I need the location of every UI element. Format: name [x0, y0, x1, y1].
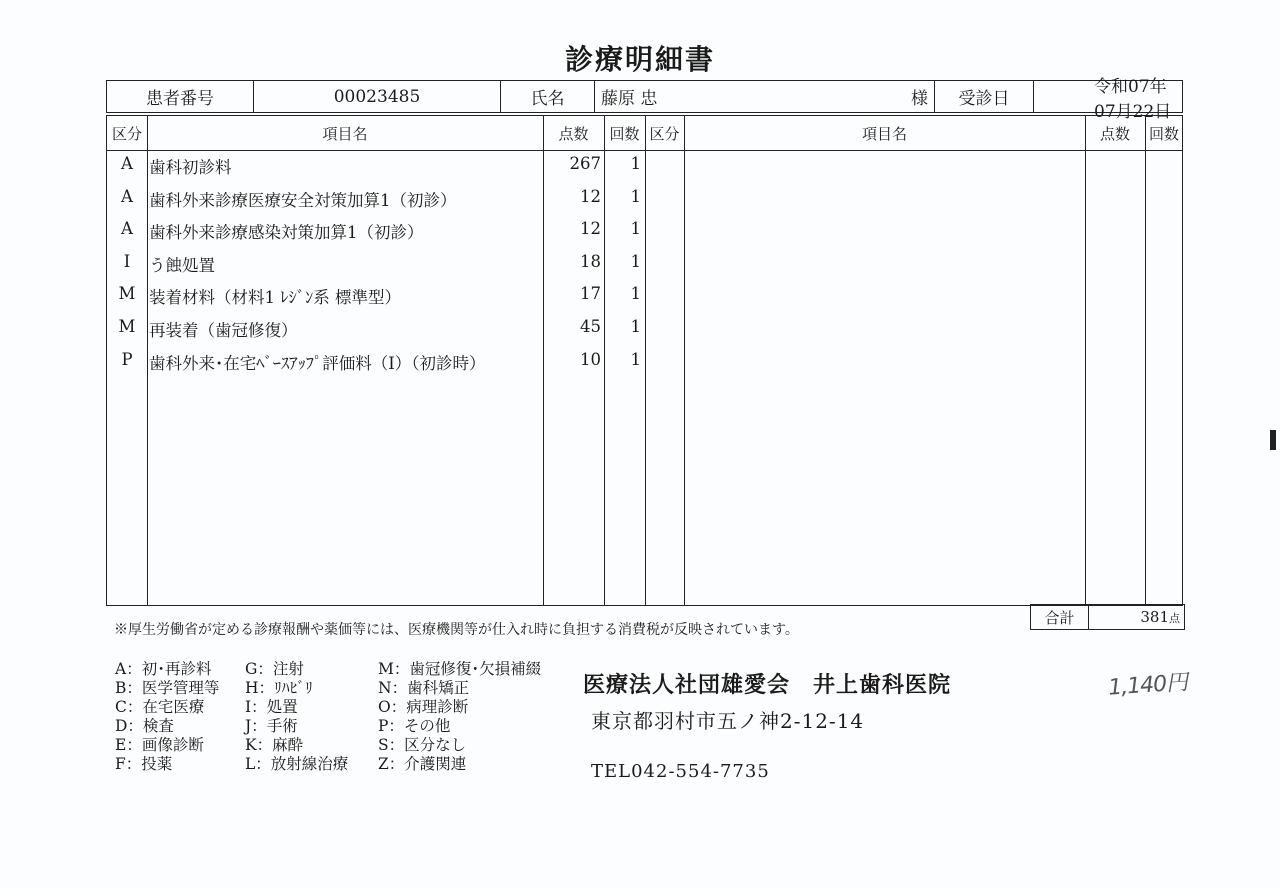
patient-no-label: 患者番号 [107, 81, 254, 112]
legend-entry: M：歯冠修復･欠損補綴 [378, 660, 542, 678]
total-label: 合計 [1031, 605, 1089, 629]
item-points: 12 [580, 186, 601, 206]
item-category: A [121, 186, 133, 206]
legend-entry: F：投薬 [115, 755, 173, 773]
legend-entry: I：処置 [245, 698, 298, 716]
col-category-right: 区分 [649, 124, 680, 143]
patient-name: 藤原 忠 [601, 89, 658, 109]
total-unit: 点 [1169, 612, 1180, 625]
scan-edge-mark [1270, 430, 1276, 450]
legend-col-3 [378, 660, 541, 774]
item-name: 再装着（歯冠修復） [149, 321, 298, 340]
legend-entry: E：画像診断 [115, 736, 204, 754]
item-category: P [121, 349, 133, 369]
item-category: A [121, 219, 133, 239]
item-points: 18 [580, 251, 601, 271]
item-points: 267 [569, 154, 601, 173]
item-points: 12 [580, 219, 601, 239]
clinic-tel: TEL042-554-7735 [591, 761, 770, 782]
patient-header [106, 76, 1183, 122]
legend-entry: O：病理診断 [378, 698, 469, 716]
item-category: I [123, 251, 131, 271]
name-label: 氏名 [501, 81, 595, 112]
total-points: 381 [1140, 608, 1169, 626]
legend-entry: Z：介護関連 [378, 755, 467, 773]
item-name: 装着材料（材料1 ﾚｼﾞﾝ系 標準型） [149, 288, 401, 308]
col-points-right: 点数 [1099, 124, 1130, 143]
legend-entry: H：ﾘﾊﾋﾞﾘ [245, 679, 313, 697]
table-row [107, 152, 647, 180]
legend-col-1 [115, 660, 219, 774]
legend-entry: G：注射 [245, 660, 304, 678]
legend-entry: C：在宅医療 [115, 698, 205, 716]
item-name: う蝕処置 [149, 255, 215, 275]
table-row [107, 282, 647, 310]
item-category: M [118, 317, 136, 336]
clinic-name: 医療法人社団雄愛会 井上歯科医院 [583, 672, 952, 698]
col-count-right: 回数 [1148, 124, 1179, 143]
legend-entry: J：手術 [245, 717, 298, 735]
item-points: 10 [580, 349, 601, 369]
visit-date: 令和07年07月22日 [1094, 76, 1172, 122]
item-name: 歯科外来診療医療安全対策加算1（初診） [149, 190, 457, 210]
table-row [107, 315, 647, 343]
table-row [107, 250, 647, 278]
col-count-left: 回数 [609, 124, 640, 143]
handwritten-amount: 1,140円 [1107, 670, 1188, 701]
table-row [107, 348, 647, 376]
item-count: 1 [630, 317, 641, 336]
legend-entry: P：その他 [378, 717, 451, 735]
col-item-right: 項目名 [861, 124, 907, 143]
total-box [1030, 604, 1185, 630]
document-title: 診療明細書 [564, 43, 715, 76]
table-row [107, 185, 647, 213]
legend-entry: A：初･再診料 [115, 660, 212, 678]
legend-entry: S：区分なし [378, 736, 467, 754]
col-category-left: 区分 [111, 124, 142, 143]
item-count: 1 [630, 154, 641, 173]
item-count: 1 [630, 186, 641, 206]
item-count: 1 [630, 219, 641, 239]
legend-col-2 [245, 660, 348, 774]
total-value [1140, 608, 1180, 626]
legend-entry: B：医学管理等 [115, 679, 220, 697]
legend-entry: K：麻酔 [245, 736, 304, 754]
item-category: M [118, 284, 136, 304]
patient-no: 00023485 [254, 81, 501, 112]
item-points: 17 [580, 284, 601, 304]
item-count: 1 [630, 251, 641, 271]
legend-entry: D：検査 [115, 717, 174, 735]
item-name: 歯科外来･在宅ﾍﾞｰｽｱｯﾌﾟ評価料（Ⅰ）（初診時） [149, 353, 486, 373]
item-count: 1 [630, 284, 641, 304]
table-row [107, 217, 647, 245]
items-table [106, 115, 1183, 606]
item-count: 1 [630, 349, 641, 369]
col-points-left: 点数 [558, 124, 589, 143]
item-name: 歯科初診料 [149, 158, 232, 177]
honorific: 様 [895, 81, 935, 112]
visit-date-label: 受診日 [935, 81, 1034, 112]
item-category: A [121, 154, 133, 173]
legend-entry: L：放射線治療 [245, 755, 349, 773]
clinic-address: 東京都羽村市五ノ神2-12-14 [591, 709, 865, 733]
item-points: 45 [580, 317, 601, 336]
tax-note: ※厚生労働省が定める診療報酬や薬価等には、医療機関等が仕入れ時に負担する消費税が反映されています。 [114, 622, 799, 638]
legend-entry: N：歯科矯正 [378, 679, 470, 697]
col-item-left: 項目名 [322, 124, 368, 143]
item-name: 歯科外来診療感染対策加算1（初診） [149, 223, 424, 243]
